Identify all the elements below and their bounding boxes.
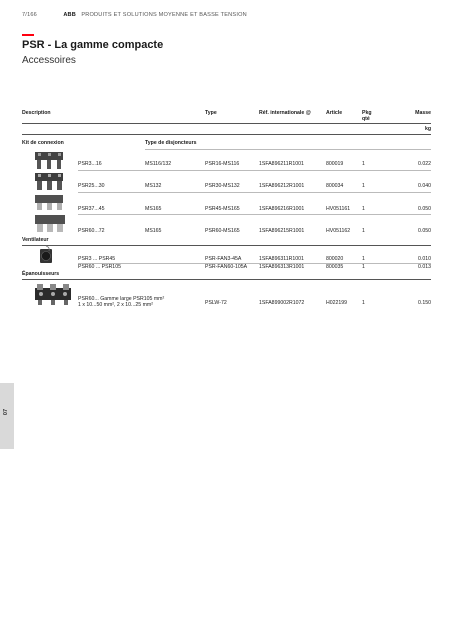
kit-row-pkg: 1 (362, 206, 365, 212)
fan-row-pkg: 1 (362, 264, 365, 270)
header-section: PRODUITS ET SOLUTIONS MOYENNE ET BASSE TENSION (81, 12, 247, 18)
kit-row-breaker: MS165 (145, 228, 162, 234)
section-spreaders: Épanouisseurs (22, 271, 60, 277)
spreader-ref: 1SFA899002R1072 (259, 300, 305, 306)
kit-row-desc: PSR60...72 (78, 228, 105, 234)
fan-row-desc: PSR3 ... PSR45 (78, 256, 116, 262)
col-unit: kg (424, 126, 431, 132)
chapter-tab (0, 383, 14, 449)
kit-row-pkg: 1 (362, 228, 365, 234)
kit-row-ref: 1SFA896212R1001 (259, 183, 305, 189)
accent-bar (22, 34, 34, 36)
fan-row-article: 800020 (326, 256, 344, 262)
kit-connector-image (34, 193, 64, 211)
row-divider (145, 149, 431, 150)
page-header (22, 12, 247, 18)
kit-row-ref: 1SFA896216R1001 (259, 206, 305, 212)
chapter-number: 07 (3, 408, 10, 416)
kit-row-type: PSR45-MS165 (205, 206, 240, 212)
section-divider (22, 279, 431, 280)
kit-connector-image (34, 171, 64, 191)
kit-row-masse: 0.050 (418, 206, 431, 212)
kit-row-desc: PSR25...30 (78, 183, 105, 189)
section-breaker-type: Type de disjoncteurs (145, 140, 197, 146)
kit-connector-image (34, 150, 64, 170)
kit-row-type: PSR30-MS132 (205, 183, 240, 189)
unit-divider (22, 134, 431, 135)
page-subtitle: Accessoires (22, 55, 76, 66)
spreader-type: PSLW-72 (205, 300, 227, 306)
page-title: PSR - La gamme compacte (22, 39, 164, 51)
kit-row-article: HV051161 (326, 206, 351, 212)
kit-row-article: 800034 (326, 183, 344, 189)
section-kit: Kit de connexion (22, 140, 64, 146)
kit-row-article: 800019 (326, 161, 344, 167)
spreader-desc-line1: PSR60... Gamme large PSR105 mm² (78, 296, 165, 302)
spreader-image (33, 282, 73, 306)
kit-row-breaker: MS132 (145, 183, 162, 189)
fan-row-pkg: 1 (362, 256, 365, 262)
spreader-article: H022199 (326, 300, 348, 306)
kit-row-ref: 1SFA896215R1001 (259, 228, 305, 234)
row-divider (78, 263, 431, 264)
kit-row-type: PSR16-MS116 (205, 161, 240, 167)
kit-row-masse: 0.040 (418, 183, 431, 189)
row-divider (78, 214, 431, 215)
col-description: Description (22, 110, 51, 116)
kit-row-type: PSR60-MS165 (205, 228, 240, 234)
fan-row-ref: 1SFA896311R1001 (259, 256, 304, 262)
header-divider (22, 123, 431, 124)
col-type: Type (205, 110, 217, 116)
spreader-desc-line2: 1 x 10...50 mm², 2 x 10...25 mm² (78, 302, 153, 308)
fan-row-type: PSR-FAN3-45A (205, 256, 242, 262)
kit-row-pkg: 1 (362, 183, 365, 189)
brand-name: ABB (63, 12, 77, 18)
row-divider (78, 170, 431, 171)
fan-row-desc: PSR60 ... PSR105 (78, 264, 121, 270)
col-article: Article (326, 110, 343, 116)
kit-row-breaker: MS165 (145, 206, 162, 212)
fan-row-masse: 0.010 (418, 256, 431, 262)
col-pkg: Pkg (362, 110, 372, 116)
kit-row-breaker: MS116/132 (145, 161, 172, 167)
fan-row-masse: 0.013 (418, 264, 431, 270)
kit-row-masse: 0.022 (418, 161, 431, 167)
page-number: 7/166 (22, 12, 37, 18)
kit-connector-image (34, 213, 66, 233)
kit-row-pkg: 1 (362, 161, 365, 167)
kit-row-ref: 1SFA896211R1001 (259, 161, 304, 167)
kit-row-masse: 0.050 (418, 228, 431, 234)
row-divider (78, 192, 431, 193)
spreader-pkg: 1 (362, 300, 365, 306)
fan-row-ref: 1SFA896313R1001 (259, 264, 305, 270)
kit-row-desc: PSR37...45 (78, 206, 105, 212)
kit-row-article: HV051162 (326, 228, 351, 234)
section-fan: Ventilateur (22, 237, 49, 243)
fan-row-type: PSR-FAN60-105A (205, 264, 248, 270)
fan-image (38, 245, 54, 267)
section-divider (22, 245, 431, 246)
col-ref: Réf. internationale @ (259, 110, 311, 116)
fan-row-article: 800035 (326, 264, 344, 270)
col-qty: qté (362, 116, 370, 122)
kit-row-desc: PSR3...16 (78, 161, 102, 167)
col-masse: Masse (415, 110, 431, 116)
spreader-masse: 0.150 (418, 300, 431, 306)
